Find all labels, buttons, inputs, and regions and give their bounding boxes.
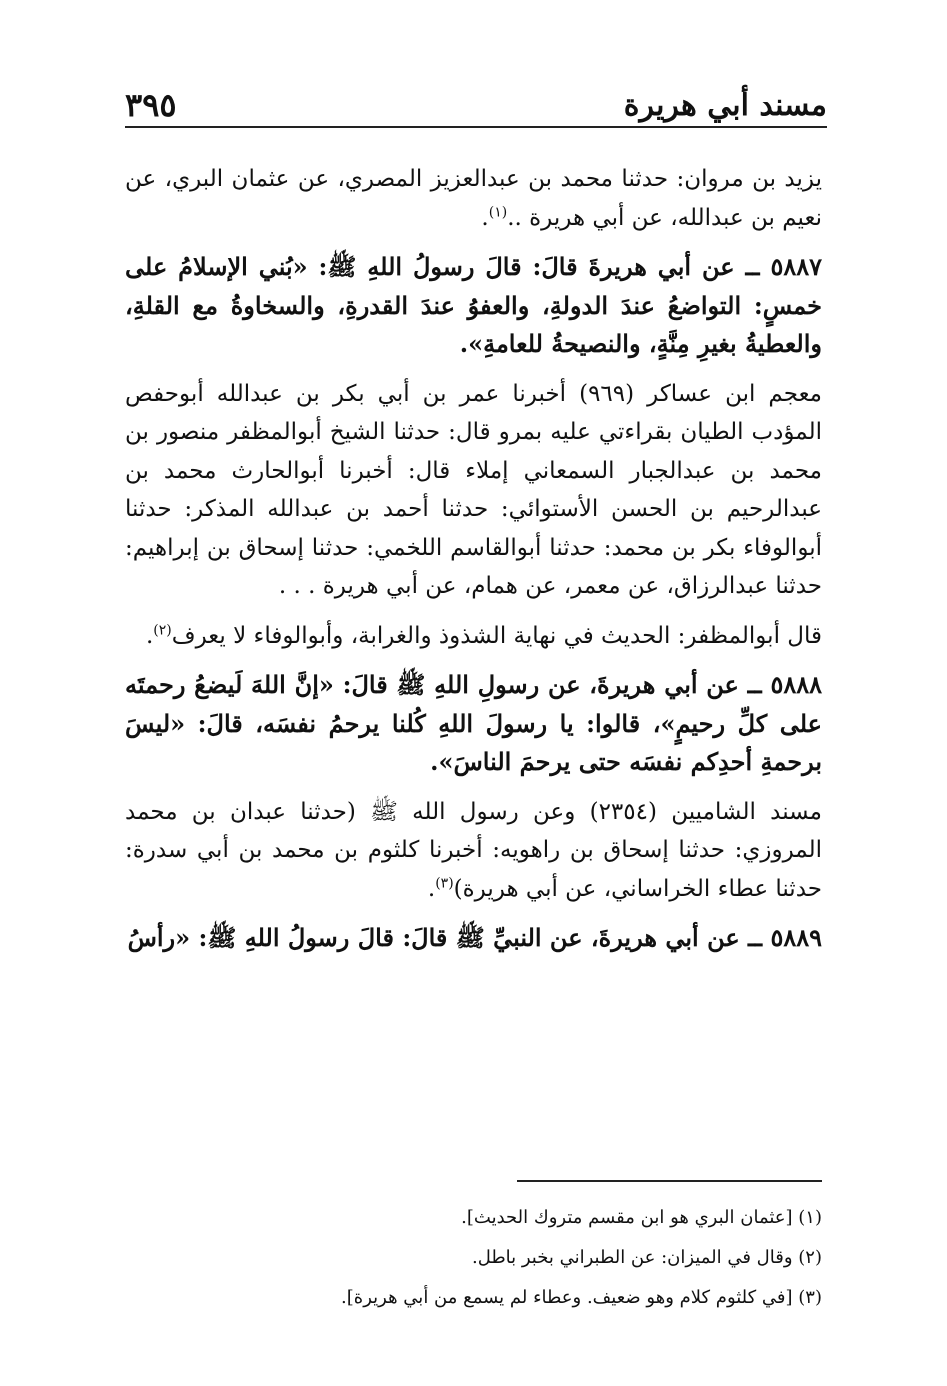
hadith-5888: ٥٨٨٨ ــ عن أبي هريرةَ، عن رسولِ اللهِ ﷺ قالَ: «إنَّ اللهَ لَيضعُ رحمتَه على كلِّ رحيمٍ»، قالوا: يا رسولَ اللهِ كُلنا يرحمُ نفسَه، قالَ: «ليسَ برحمةِ أحدِكم نفسَه حتى يرحمَ الناسَ».	[125, 670, 822, 776]
footnote-2: (٢) وقال في الميزان: عن الطبراني بخبر باطل.	[471, 1247, 822, 1268]
page-number: ٣٩٥	[125, 86, 177, 124]
comment-paragraph	[125, 617, 822, 656]
source-end-2: .	[427, 875, 436, 902]
footnote-ref-2: (٢)	[153, 621, 172, 638]
footnote-ref-1: (١)	[488, 203, 508, 220]
running-title: مسند أبي هريرة	[623, 88, 827, 123]
source-paragraph-2	[125, 793, 822, 909]
page-body	[125, 160, 822, 969]
chain-paragraph-1	[125, 160, 822, 237]
comment-text: قال أبوالمظفر: الحديث في نهاية الشذوذ والغرابة، وأبوالوفاء لا يعرف	[171, 622, 822, 649]
hadith-5889: ٥٨٨٩ ــ عن أبي هريرةَ، عن النبيِّ ﷺ قالَ: قالَ رسولُ اللهِ ﷺ: «رأسُ	[127, 923, 822, 952]
source-paragraph-1: معجم ابن عساكر (٩٦٩) أخبرنا عمر بن أبي بكر بن عبدالله أبوحفص المؤدب الطيان بقراءتي عليه بمرو قال: حدثنا الشيخ أبوالمظفر منصور بن محمد بن عبدالجبار السمعاني إملاء قال: أخبرنا أبوالحارث محمد بن عبدالرحيم بن الحسن الأستوائي: حدثنا أحمد بن عبدالله المذكر: حدثنا أبوالوفاء بكر بن محمد: حدثنا أبوالقاسم اللخمي: حدثنا إسحاق بن إبراهيم: حدثنا عبدالرزاق، عن معمر، عن همام، عن أبي هريرة . . .	[125, 380, 822, 599]
chain-end-1: .	[481, 204, 489, 231]
chain-text-1: يزيد بن مروان: حدثنا محمد بن عبدالعزيز المصري، عن عثمان البري، عن نعيم بن عبدالله، عن أبي هريرة ..	[125, 166, 822, 231]
comment-end: .	[145, 622, 154, 649]
footnote-1: (١) [عثمان البري هو ابن مقسم متروك الحديث].	[461, 1207, 822, 1228]
footnotes	[125, 1198, 822, 1318]
footnote-separator	[517, 1180, 822, 1182]
source-text-2: مسند الشاميين (٢٣٥٤) وعن رسول الله ﷺ (حدثنا عبدان بن محمد المروزي: حدثنا إسحاق بن راهويه: أخبرنا كلثوم بن محمد بن أبي سدرة: حدثنا عطاء الخراساني، عن أبي هريرة)	[125, 798, 822, 902]
footnote-ref-3: (٣)	[435, 874, 454, 891]
footnote-3: (٣) [في كلثوم كلام وهو ضعيف. وعطاء لم يسمع من أبي هريرة].	[341, 1287, 822, 1308]
page-header	[125, 86, 827, 128]
hadith-5887: ٥٨٨٧ ــ عن أبي هريرةَ قالَ: قالَ رسولُ اللهِ ﷺ: «بُني الإسلامُ على خمسٍ: التواضعُ عندَ الدولةِ، والعفوُ عندَ القدرةِ، والسخاوةُ مع القلةِ، والعطيةُ بغيرِ مِنَّةٍ، والنصيحةُ للعامةِ».	[125, 252, 822, 358]
